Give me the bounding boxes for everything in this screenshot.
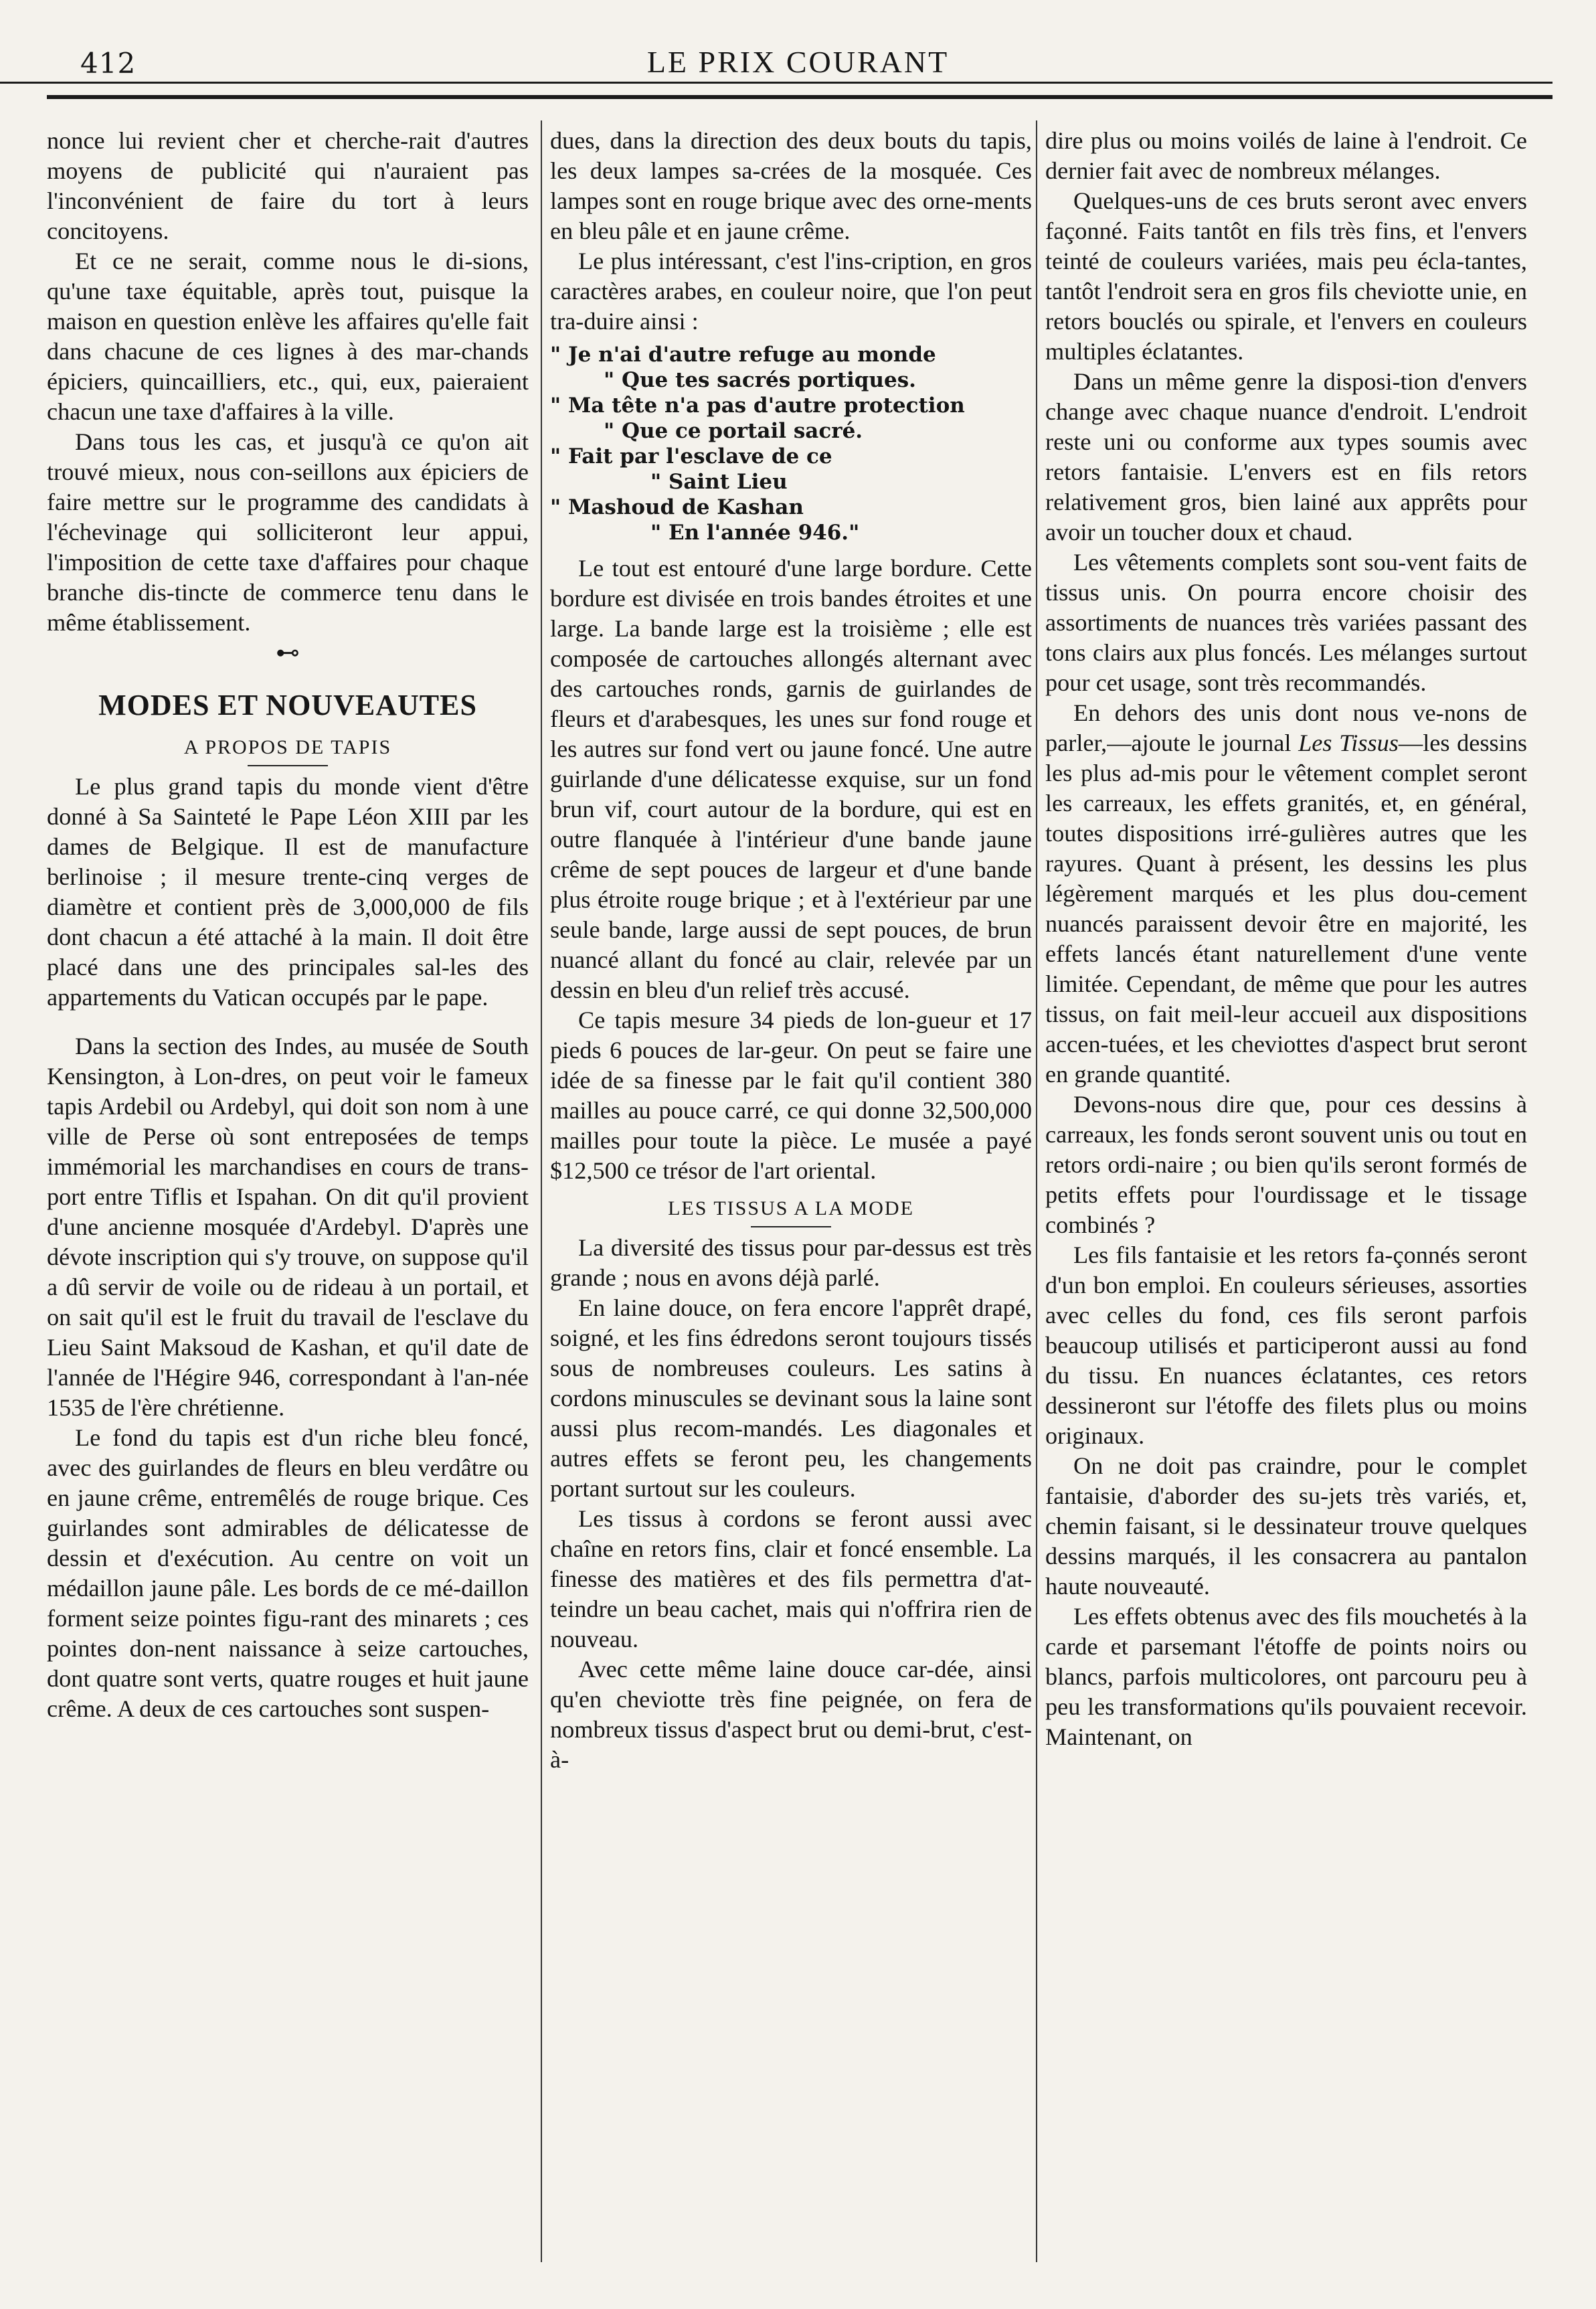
paragraph: Devons-nous dire que, pour ces dessins à carreaux, les fonds seront souvent unis ou tout en retors ordi-naire ; ou bien qu'ils seront formés de petits effets pour l'ourdissage et le tissage combinés ? (1045, 1091, 1527, 1238)
verse-line: " Mashoud de Kashan (550, 495, 804, 519)
paragraph: La diversité des tissus pour par-dessus est très grande ; nous en avons déjà parlé. (550, 1234, 1032, 1291)
text-run: —les dessins les plus ad-mis pour le vêtement complet seront les carreaux, les effets granités, et, en général, toutes dispositions irré-gulières autres que les rayures. Quant à présent, les dessins les plus légèrement marqués et les plus dou-cement nuancés paraissent devoir être en majorité, les effets lancés étant naturellement d'une vente limitée. Cependant, de même que pour les autres tissus, on fait meil-leur accueil aux dispositions accen-tuées, et les cheviottes d'aspect brut seront en grande quantité. (1045, 730, 1527, 1088)
paragraph: On ne doit pas craindre, pour le complet fantaisie, d'aborder des su-jets très variés, et, chemin faisant, si le dessinateur trouve quelques dessins marqués, il les consacrera au pantalon haute nouveauté. (1045, 1452, 1527, 1600)
column-divider-left (541, 120, 542, 2262)
paragraph: Dans tous les cas, et jusqu'à ce qu'on ait trouvé mieux, nous con-seillons aux épiciers de faire mettre sur le programme des candidats à l'échevinage qui solliciteront leur appui, l'imposition de cette taxe d'affaires pour chaque branche dis-tincte de commerce tenu dans le même établissement. (47, 428, 529, 636)
subsection-title: A PROPOS DE TAPIS (47, 734, 529, 766)
journal-name: Les Tissus (1298, 730, 1399, 756)
column-1 (47, 126, 529, 2294)
page-number: 412 (80, 47, 137, 80)
verse-line: " Que ce portail sacré. (604, 419, 863, 443)
paragraph: Les effets obtenus avec des fils mouchetés à la carde et parsemant l'étoffe de points noirs ou blancs, parfois multicolores, ont parcouru peu à peu les transformations qu'ils pouvaient recevoir. Maintenant, on (1045, 1603, 1527, 1750)
column-3 (1045, 126, 1527, 2294)
subsection-title: LES TISSUS A LA MODE (550, 1195, 1032, 1227)
paragraph: dire plus ou moins voilés de laine à l'endroit. Ce dernier fait avec de nombreux mélanges. (1045, 127, 1527, 184)
paragraph: Les fils fantaisie et les retors fa-çonnés seront d'un bon emploi. En couleurs sérieuses, assorties avec celles du fond, ces fils seront parfois beaucoup utilisés et participeront aussi au fond du tissu. En nuances éclatantes, ces retors dessineront sur l'étoffe des filets plus ou moins originaux. (1045, 1242, 1527, 1449)
paragraph: Quelques-uns de ces bruts seront avec envers façonné. Faits tantôt en fils très fins, et l'envers teinté de couleurs variées, mais peu écla-tantes, tantôt l'endroit sera en gros fils cheviotte unie, en retors bouclés ou spirale, et l'envers en couleurs multiples éclatantes. (1045, 187, 1527, 365)
paragraph: Et ce ne serait, comme nous le di-sions, qu'une taxe équitable, après tout, puisque la maison en question enlève les affaires qu'elle fait dans chacune de ces lignes à des mar-chands épiciers, quincailliers, etc., qui, eux, paieraient chacun une taxe d'affaires à la ville. (47, 248, 529, 425)
header-rule-top (0, 82, 1553, 84)
paragraph: En laine douce, on fera encore l'apprêt drapé, soigné, et les fins édredons seront toujours tissés sous de nombreuses couleurs. Les satins à cordons minuscules se devinant sous la laine sont aussi plus recom-mandés. Les diagonales et autres effets se feront peu, les changements portant surtout sur les couleurs. (550, 1294, 1032, 1502)
verse-line: " En l'année 946." (650, 521, 860, 545)
verse-line: " Fait par l'esclave de ce (550, 444, 832, 468)
verse-line: " Que tes sacrés portiques. (604, 368, 916, 392)
paragraph: Le tout est entouré d'une large bordure. Cette bordure est divisée en trois bandes étroites et une large. La bande large est la troisième ; elle est composée de cartouches allongés alternant avec des cartouches ronds, garnis de guirlandes de fleurs et d'arabesques, les unes sur fond rouge et les autres sur fond vert ou jaune foncé. Une autre guirlande d'une délicatesse exquise, sur un fond brun vif, court autour de la bordure, qui est en outre flanquée à l'intérieur d'une bande jaune crême de sept pouces de largeur et d'une bande plus étroite rouge brique ; et à l'extérieur par une seule bande, large aussi de sept pouces, de brun nuancé allant du foncé au clair, relevée par un dessin en bleu d'un relief très accusé. (550, 555, 1032, 1003)
inscription-verse (550, 342, 1032, 545)
paragraph: Ce tapis mesure 34 pieds de lon-gueur et 17 pieds 6 pouces de lar-geur. On peut se faire une idée de sa finesse par le fait qu'il contient 380 mailles au pouce carré, ce qui donne 32,500,000 mailles pour toute la pièce. Le musée a payé $12,500 ce trésor de l'art oriental. (550, 1007, 1032, 1184)
column-2 (550, 126, 1032, 2294)
paragraph: dues, dans la direction des deux bouts du tapis, les deux lampes sa-crées de la mosquée. Ces lampes sont en rouge brique avec des orne-ments en bleu pâle et en jaune crême. (550, 127, 1032, 244)
verse-line: " Saint Lieu (650, 470, 788, 494)
paragraph: Les tissus à cordons se feront aussi avec chaîne en retors fins, clair et foncé ensemble. La finesse des matières et des fils permettra d'at-teindre un beau cachet, mais qui n'offrira rien de nouveau. (550, 1505, 1032, 1652)
paragraph: nonce lui revient cher et cherche-rait d'autres moyens de publicité qui n'auraient pas l'inconvénient de faire du tort à leurs concitoyens. (47, 127, 529, 244)
section-title: MODES ET NOUVEAUTES (98, 689, 477, 721)
text-run: En dehors des unis dont nous ve-nons de parler,—ajoute le journal (1045, 699, 1527, 756)
paragraph: Dans la section des Indes, au musée de South Kensington, à Lon-dres, on peut voir le fameux tapis Ardebil ou Ardebyl, qui doit son nom à une ville de Perse où sont entreposées de temps immémorial les marchandises en cours de trans-port entre Tiflis et Ispahan. On dit qu'il provient d'une ancienne mosquée d'Ardebyl. D'après une dévote inscription qui s'y trouve, on suppose qu'il a dû servir de voile ou de rideau à un portail, et on sait qu'il est le fruit du travail de l'esclave du Lieu Saint Maksoud de Kashan, et qu'il date de l'année de l'Hégire 946, correspondant à l'an-née 1535 de l'ère chrétienne. (47, 1033, 529, 1421)
masthead (0, 0, 1596, 100)
column-divider-right (1036, 120, 1037, 2262)
paragraph: Les vêtements complets sont sou-vent faits de tissus unis. On pourra encore choisir des assortiments de nuances très variées passant des tons clairs aux plus foncés. Les mélanges surtout pour cet usage, sont très recommandés. (1045, 549, 1527, 696)
verse-line: " Je n'ai d'autre refuge au monde (550, 343, 936, 367)
paragraph (1045, 698, 1527, 1090)
ornament-divider: ⊷ (276, 639, 300, 666)
paragraph: Dans un même genre la disposi-tion d'envers change avec chaque nuance d'endroit. L'endroit reste uni ou conforme aux types soumis avec retors fantaisie. L'envers est en fils retors relativement gros, bien lainé aux apprêts pour avoir un toucher doux et chaud. (1045, 368, 1527, 545)
paragraph: Avec cette même laine douce car-dée, ainsi qu'en cheviotte très fine peignée, on fera de nombreux tissus d'aspect brut ou demi-brut, c'est-à- (550, 1656, 1032, 1773)
paragraph: Le plus grand tapis du monde vient d'être donné à Sa Sainteté le Pape Léon XIII par les dames de Belgique. Il est de manufacture berlinoise ; il mesure trente-cinq verges de diamètre et contient près de 3,000,000 de fils dont chacun a été attaché à la main. Il doit être placé dans une des principales sal-les des appartements du Vatican occupés par le pape. (47, 773, 529, 1011)
journal-title: LE PRIX COURANT (646, 45, 950, 79)
paragraph: Le plus intéressant, c'est l'ins-cription, en gros caractères arabes, en couleur noire, que l'on peut tra-duire ainsi : (550, 248, 1032, 335)
header-rule-bottom (47, 95, 1553, 99)
paragraph: Le fond du tapis est d'un riche bleu foncé, avec des guirlandes de fleurs en bleu verdâtre ou en jaune crême, entremêlés de rouge brique. Ces guirlandes sont admirables de délicatesse de dessin et d'exécution. Au centre on voit un médaillon jaune pâle. Les bords de ce mé-daillon forment seize pointes figu-rant des minarets ; ces pointes don-nent naissance à seize cartouches, dont quatre sont verts, quatre rouges et huit jaune crême. A deux de ces cartouches sont suspen- (47, 1424, 529, 1722)
verse-line: " Ma tête n'a pas d'autre protection (550, 394, 965, 418)
